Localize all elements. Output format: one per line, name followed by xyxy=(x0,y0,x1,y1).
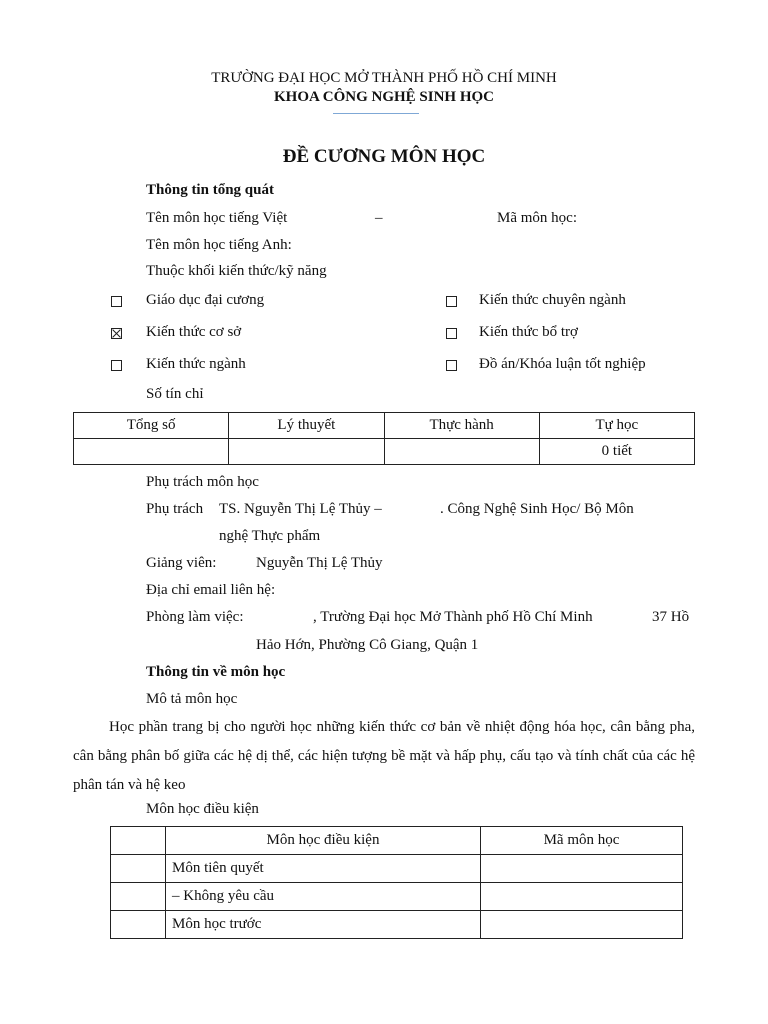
course-name-vi-label: Tên môn học tiếng Việt xyxy=(146,210,288,226)
incharge-label: Phụ trách xyxy=(146,501,204,517)
option-label: Giáo dục đại cương xyxy=(146,292,265,308)
table-header-cell xyxy=(111,827,166,855)
table-cell xyxy=(384,439,539,465)
lecturer-value: Nguyễn Thị Lệ Thủy xyxy=(256,555,383,571)
table-header-cell: Tổng số xyxy=(74,413,229,439)
table-header-cell: Tự học xyxy=(539,413,694,439)
incharge-continued: nghệ Thực phẩm xyxy=(219,528,321,544)
table-row xyxy=(111,855,683,883)
table-cell xyxy=(481,883,683,911)
course-info-heading: Thông tin về môn học xyxy=(146,664,286,680)
table-cell xyxy=(111,855,166,883)
table-cell: Môn tiên quyết xyxy=(166,855,481,883)
table-cell: Môn học trước xyxy=(166,911,481,939)
table-header-cell: Môn học điều kiện xyxy=(166,827,481,855)
table-cell: 0 tiết xyxy=(539,439,694,465)
email-label: Địa chỉ email liên hệ: xyxy=(146,582,276,598)
checkbox-thesis[interactable] xyxy=(446,360,457,371)
option-label: Đồ án/Khóa luận tốt nghiệp xyxy=(479,356,646,372)
office-value: , Trường Đại học Mở Thành phố Hồ Chí Minh xyxy=(313,609,593,625)
table-cell xyxy=(111,883,166,911)
checkbox-general-education[interactable] xyxy=(111,296,122,307)
credits-label: Số tín chỉ xyxy=(146,386,204,402)
course-description-label: Mô tả môn học xyxy=(146,691,238,707)
prerequisites-label: Môn học điều kiện xyxy=(146,801,259,817)
university-name: TRƯỜNG ĐẠI HỌC MỞ THÀNH PHỐ HỒ CHÍ MINH xyxy=(211,70,557,86)
table-header-row xyxy=(111,827,683,855)
table-header-cell: Mã môn học xyxy=(481,827,683,855)
option-label: Kiến thức ngành xyxy=(146,356,246,372)
incharge-value: TS. Nguyễn Thị Lệ Thủy – xyxy=(219,501,382,517)
table-header-cell: Lý thuyết xyxy=(229,413,384,439)
document-title: ĐỀ CƯƠNG MÔN HỌC xyxy=(282,146,486,167)
table-row xyxy=(111,911,683,939)
credits-table xyxy=(73,412,695,465)
table-row xyxy=(111,883,683,911)
lecturer-label: Giảng viên: xyxy=(146,555,217,571)
office-number: 37 Hồ xyxy=(652,609,690,625)
table-cell xyxy=(481,911,683,939)
office-label: Phòng làm việc: xyxy=(146,609,244,625)
incharge-department: . Công Nghệ Sinh Học/ Bộ Môn xyxy=(440,501,634,517)
table-cell xyxy=(229,439,384,465)
checkbox-major[interactable] xyxy=(111,360,122,371)
table-row xyxy=(74,439,695,465)
knowledge-block-label: Thuộc khối kiến thức/kỹ năng xyxy=(146,263,327,279)
course-description-text: Học phần trang bị cho người học những kiến thức cơ bản về nhiệt động hóa học, cân bằng pha, cân bằng phân bố giữa các hệ dị thể, các hiện tượng bề mặt và hấp phụ, cấu tạo và tính chất của các hệ phân tán và hệ keo xyxy=(73,719,695,793)
general-info-heading: Thông tin tổng quát xyxy=(146,182,274,198)
header-underline xyxy=(333,113,419,114)
checkbox-supplementary[interactable] xyxy=(446,328,457,339)
table-header-cell: Thực hành xyxy=(384,413,539,439)
option-label: Kiến thức bổ trợ xyxy=(479,324,578,340)
faculty-name: KHOA CÔNG NGHỆ SINH HỌC xyxy=(273,89,495,105)
option-label: Kiến thức chuyên ngành xyxy=(479,292,626,308)
table-cell xyxy=(111,911,166,939)
checkbox-specialized[interactable] xyxy=(446,296,457,307)
checkbox-foundation[interactable] xyxy=(111,328,122,339)
office-address: Hảo Hớn, Phường Cô Giang, Quận 1 xyxy=(256,637,479,653)
option-label: Kiến thức cơ sở xyxy=(146,324,242,340)
course-name-en-label: Tên môn học tiếng Anh: xyxy=(146,237,292,253)
table-cell xyxy=(481,855,683,883)
table-cell: – Không yêu cầu xyxy=(166,883,481,911)
prerequisite-table xyxy=(110,826,683,939)
table-cell xyxy=(74,439,229,465)
responsible-heading: Phụ trách môn học xyxy=(146,474,259,490)
course-code-label: Mã môn học: xyxy=(497,210,577,226)
table-header-row xyxy=(74,413,695,439)
course-name-dash: – xyxy=(375,210,383,226)
